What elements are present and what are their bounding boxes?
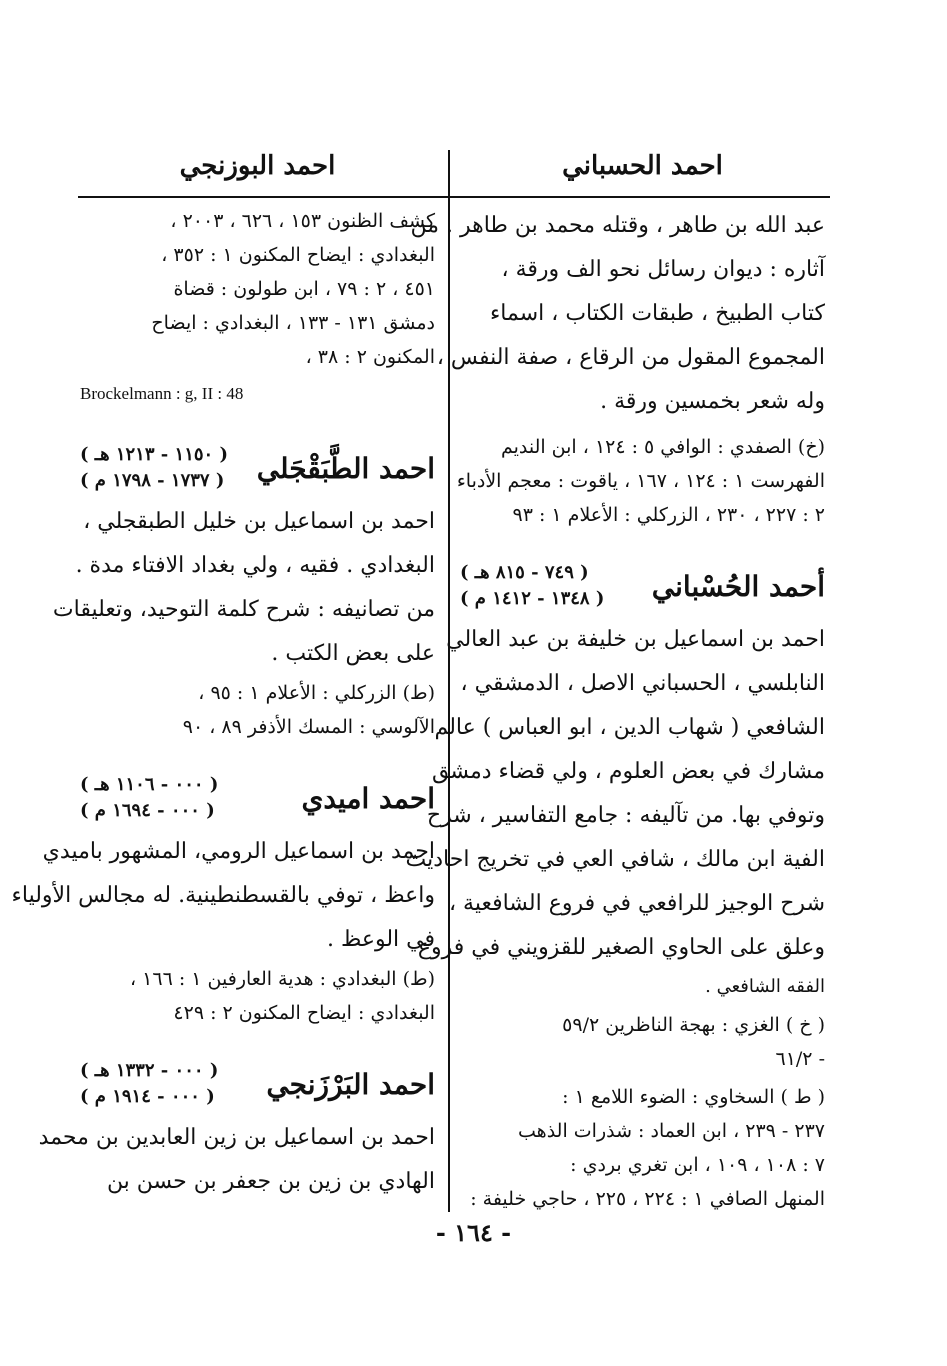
reference-line: المنهل الصافي ١ : ٢٢٤ ، ٢٢٥ ، حاجي خليفة : bbox=[470, 1188, 825, 1210]
text-line: احمد بن اسماعيل بن زين العابدين بن محمد bbox=[38, 1125, 435, 1150]
hijri-dates: ( ٧٤٩ - ٨١٥ هـ ) bbox=[460, 562, 589, 583]
entry-heading bbox=[80, 442, 435, 494]
page-number: - ١٦٤ - bbox=[435, 1218, 512, 1247]
reference-line: ٧ : ١٠٨ ، ١٠٩ ، ابن تغري بردي : bbox=[570, 1154, 825, 1176]
reference-line: - ٦١/٢ bbox=[775, 1048, 825, 1070]
entry-heading bbox=[80, 772, 435, 824]
entry-dates bbox=[80, 772, 218, 824]
text-line: كتاب الطبيخ ، طبقات الكتاب ، اسماء bbox=[489, 301, 825, 326]
text-line: من تصانيفه : شرح كلمة التوحيد، وتعليقات bbox=[52, 597, 435, 622]
text-line: على بعض الكتب . bbox=[271, 641, 435, 666]
reference-line: المكنون ٢ : ٣٨ ، bbox=[305, 346, 435, 368]
hijri-dates: ( ١١٥٠ - ١٢١٣ هـ ) bbox=[80, 444, 228, 465]
gregorian-dates: ( ١٧٣٧ - ١٧٩٨ م ) bbox=[80, 470, 225, 491]
text-line: احمد بن اسماعيل بن خليل الطبقجلي ، bbox=[83, 509, 435, 534]
left-column-header: احمد البوزنجي bbox=[179, 151, 336, 181]
entry-name: أحمد الحُسْباني bbox=[651, 569, 825, 603]
entry-heading bbox=[80, 1058, 435, 1110]
text-line: عبد الله بن طاهر ، وقتله محمد بن طاهر . من bbox=[410, 213, 825, 238]
gregorian-dates: ( ١٣٤٨ - ١٤١٢ م ) bbox=[460, 588, 605, 609]
column-divider bbox=[448, 150, 450, 1212]
reference-line: ٢ : ٢٢٧ ، ٢٣٠ ، الزركلي : الأعلام ١ : ٩٣ bbox=[512, 504, 825, 526]
text-line: مشارك في بعض العلوم ، ولي قضاء دمشق bbox=[431, 759, 825, 784]
text-line: شرح الوجيز للرافعي في فروع الشافعية ، bbox=[448, 891, 825, 916]
reference-line: (ط) البغدادي : هدية العارفين ١ : ١٦٦ ، bbox=[130, 968, 435, 990]
text-line: الفقه الشافعي . bbox=[705, 976, 825, 997]
hijri-dates: ( ٠٠٠ - ١١٠٦ هـ ) bbox=[80, 774, 219, 795]
text-line: احمد بن اسماعيل بن خليفة بن عبد العالي bbox=[446, 627, 825, 652]
text-line: الهادي بن زين بن جعفر بن حسن بن bbox=[106, 1169, 435, 1194]
reference-line: كشف الظنون ١٥٣ ، ٦٢٦ ، ٢٠٠٣ ، bbox=[170, 210, 435, 232]
text-line: آثاره : ديوان رسائل نحو الف ورقة ، bbox=[501, 257, 825, 282]
text-line: البغدادي . فقيه ، ولي بغداد الافتاء مدة . bbox=[75, 553, 435, 578]
reference-line: (خ) الصفدي : الوافي ٥ : ١٢٤ ، ابن النديم bbox=[500, 436, 825, 458]
reference-line: دمشق ١٣١ - ١٣٣ ، البغدادي : ايضاح bbox=[151, 312, 435, 334]
entry-heading bbox=[460, 560, 825, 612]
text-line: النابلسي ، الحسباني الاصل ، الدمشقي ، bbox=[460, 671, 825, 696]
reference-line: البغدادي : ايضاح المكنون ٢ : ٤٢٩ bbox=[173, 1002, 435, 1024]
reference-line: ( خ ) الغزي : بهجة الناظرين ٥٩/٢ bbox=[562, 1014, 825, 1036]
reference-line: الفهرست ١ : ١٢٤ ، ١٦٧ ، ياقوت : معجم الأدباء bbox=[456, 470, 825, 492]
text-line: احمد بن اسماعيل الرومي، المشهور باميدي bbox=[42, 839, 435, 864]
right-column bbox=[405, 140, 825, 1216]
text-line: وتوفي بها. من تآليفه : جامع التفاسير ، شرح bbox=[426, 803, 825, 828]
reference-line: ٤٥١ ، ٢ : ٧٩ ، ابن طولون : قضاة bbox=[173, 278, 435, 300]
text-line: المجموع المقول من الرقاع ، صفة النفس ، bbox=[436, 345, 825, 370]
right-column-header: احمد الحسباني bbox=[562, 151, 723, 181]
gregorian-dates: ( ٠٠٠ - ١٩١٤ م ) bbox=[80, 1086, 215, 1107]
text-line: في الوعظ . bbox=[326, 927, 435, 952]
text-line: الشافعي ( شهاب الدين ، ابو العباس ) عالم bbox=[434, 715, 825, 740]
entry-name: احمد البَرْزَنجي bbox=[266, 1067, 435, 1101]
entry-dates bbox=[80, 442, 228, 494]
text-line: الفية ابن مالك ، شافي العي في تخريج احاديث bbox=[405, 847, 825, 872]
reference-line: (ط) الزركلي : الأعلام ١ : ٩٥ ، bbox=[198, 682, 435, 704]
latin-reference: Brockelmann : g, II : 48 bbox=[80, 384, 244, 403]
hijri-dates: ( ٠٠٠ - ١٣٣٢ هـ ) bbox=[80, 1060, 219, 1081]
text-line: وله شعر بخمسين ورقة . bbox=[600, 389, 825, 414]
entry-name: احمد الطَّبَقْجَلي bbox=[256, 451, 435, 485]
text-line: وعلق على الحاوي الصغير للقزويني في فروع bbox=[417, 935, 825, 960]
text-line: واعظ ، توفي بالقسطنطينية. له مجالس الأولياء bbox=[11, 883, 435, 908]
entry-dates bbox=[80, 1058, 218, 1110]
reference-line: ( ط ) السخاوي : الضوء اللامع ١ : bbox=[562, 1086, 825, 1108]
left-column bbox=[11, 140, 435, 1204]
reference-line: ٢٣٧ - ٢٣٩ ، ابن العماد : شذرات الذهب bbox=[518, 1120, 825, 1142]
reference-line: الآلوسي : المسك الأذفر ٨٩ ، ٩٠ bbox=[182, 716, 435, 738]
reference-line: البغدادي : ايضاح المكنون ١ : ٣٥٢ ، bbox=[161, 244, 435, 266]
gregorian-dates: ( ٠٠٠ - ١٦٩٤ م ) bbox=[80, 800, 215, 821]
entry-name: احمد اميدي bbox=[301, 781, 435, 815]
entry-dates bbox=[460, 560, 604, 612]
